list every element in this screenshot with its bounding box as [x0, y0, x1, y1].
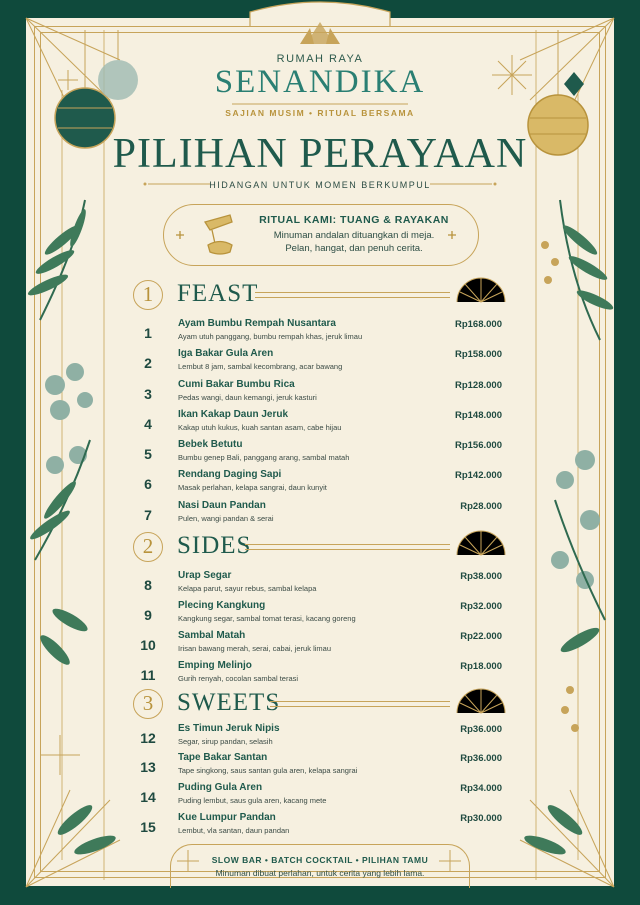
item-number: 10 [140, 637, 156, 653]
item-number: 3 [144, 386, 152, 402]
item-price: Rp38.000 [460, 571, 502, 582]
page-subtitle: HIDANGAN UNTUK MOMEN BERKUMPUL [209, 180, 431, 190]
section-number: 2 [133, 532, 163, 562]
item-number: 7 [144, 507, 152, 523]
item-name: Tape Bakar Santan [178, 752, 268, 763]
item-name: Es Timun Jeruk Nipis [178, 723, 280, 734]
item-description: Ayam utuh panggang, bumbu rempah khas, jeruk limau [178, 332, 363, 341]
section-title-sides: SIDES [177, 532, 252, 559]
item-number: 4 [144, 416, 152, 432]
menu-item [140, 469, 510, 503]
footer-line-1: SLOW BAR • BATCH COCKTAIL • PILIHAN TAMU [211, 855, 429, 865]
item-price: Rp28.000 [460, 501, 502, 512]
item-description: Gurih renyah, cocolan sambal terasi [178, 674, 299, 683]
item-number: 11 [140, 667, 156, 683]
item-price: Rp34.000 [460, 783, 502, 794]
item-number: 8 [144, 577, 152, 593]
item-name: Ayam Bumbu Rempah Nusantara [178, 318, 336, 329]
item-number: 5 [144, 446, 152, 462]
item-description: Masak perlahan, kelapa sangrai, daun kunyit [178, 483, 327, 492]
item-price: Rp30.000 [460, 813, 502, 824]
item-name: Puding Gula Aren [178, 782, 263, 793]
item-description: Pedas wangi, daun kemangi, jeruk kasturi [178, 393, 317, 402]
item-price: Rp18.000 [460, 661, 502, 672]
item-price: Rp156.000 [454, 440, 502, 451]
footer-line-2: Minuman dibuat perlahan, untuk cerita yang lebih lama. [215, 868, 425, 878]
item-name: Kue Lumpur Pandan [178, 812, 276, 823]
item-price: Rp128.000 [454, 380, 502, 391]
item-price: Rp22.000 [460, 631, 502, 642]
item-description: Bumbu genep Bali, panggang arang, sambal matah [178, 453, 350, 462]
item-name: Plecing Kangkung [178, 600, 266, 611]
item-description: Kakap utuh kukus, kuah santan asam, cabe hijau [178, 423, 342, 432]
item-number: 6 [144, 476, 152, 492]
item-price: Rp142.000 [454, 470, 502, 481]
item-description: Tape singkong, saus santan gula aren, kelapa sangrai [178, 766, 358, 775]
brand-tagline: SAJIAN MUSIM • RITUAL BERSAMA [225, 108, 415, 118]
item-description: Lembut, vla santan, daun pandan [178, 826, 290, 835]
item-price: Rp168.000 [454, 319, 502, 330]
item-price: Rp36.000 [460, 724, 502, 735]
item-price: Rp36.000 [460, 753, 502, 764]
menu-item [140, 348, 510, 382]
section-divider [245, 544, 450, 545]
section-divider [255, 292, 450, 293]
item-number: 14 [140, 789, 156, 805]
section-divider [270, 701, 450, 702]
item-number: 12 [140, 730, 156, 746]
menu-item [140, 500, 510, 534]
menu-item [140, 812, 510, 846]
item-description: Kelapa parut, sayur rebus, sambal kelapa [178, 584, 317, 593]
item-description: Lembut 8 jam, sambal kecombrang, acar bawang [178, 362, 343, 371]
item-name: Bebek Betutu [178, 439, 243, 450]
section-number: 1 [133, 280, 163, 310]
item-price: Rp32.000 [460, 601, 502, 612]
item-price: Rp158.000 [454, 349, 502, 360]
item-description: Irisan bawang merah, serai, cabai, jeruk limau [178, 644, 331, 653]
item-description: Segar, sirup pandan, selasih [178, 737, 273, 746]
section-divider [255, 297, 450, 298]
ritual-title: RITUAL KAMI: TUANG & RAYAKAN [259, 214, 449, 226]
section-divider [245, 549, 450, 550]
ritual-line-2: Pelan, hangat, dan penuh cerita. [285, 243, 423, 254]
item-name: Urap Segar [178, 570, 232, 581]
item-description: Pulen, wangi pandan & serai [178, 514, 274, 523]
ritual-line-1: Minuman andalan dituangkan di meja. [273, 230, 435, 241]
item-number: 1 [144, 325, 152, 341]
item-name: Emping Melinjo [178, 660, 252, 671]
item-number: 15 [140, 819, 156, 835]
item-number: 13 [140, 759, 156, 775]
item-name: Sambal Matah [178, 630, 246, 641]
item-name: Rendang Daging Sapi [178, 469, 282, 480]
item-number: 9 [144, 607, 152, 623]
item-name: Iga Bakar Gula Aren [178, 348, 274, 359]
section-title-feast: FEAST [177, 280, 259, 307]
item-name: Cumi Bakar Bumbu Rica [178, 379, 295, 390]
item-description: Puding lembut, saus gula aren, kacang mete [178, 796, 327, 805]
item-description: Kangkung segar, sambal tomat terasi, kacang goreng [178, 614, 356, 623]
brand-name: SENANDIKA [214, 64, 426, 100]
brand-top-line: RUMAH RAYA [276, 53, 364, 65]
item-name: Nasi Daun Pandan [178, 500, 266, 511]
page-title: PILIHAN PERAYAAN [112, 131, 528, 177]
item-number: 2 [144, 355, 152, 371]
item-price: Rp148.000 [454, 410, 502, 421]
section-divider [270, 706, 450, 707]
section-number: 3 [133, 689, 163, 719]
footer-box [170, 844, 470, 888]
section-title-sweets: SWEETS [177, 689, 281, 716]
item-name: Ikan Kakap Daun Jeruk [178, 409, 289, 420]
